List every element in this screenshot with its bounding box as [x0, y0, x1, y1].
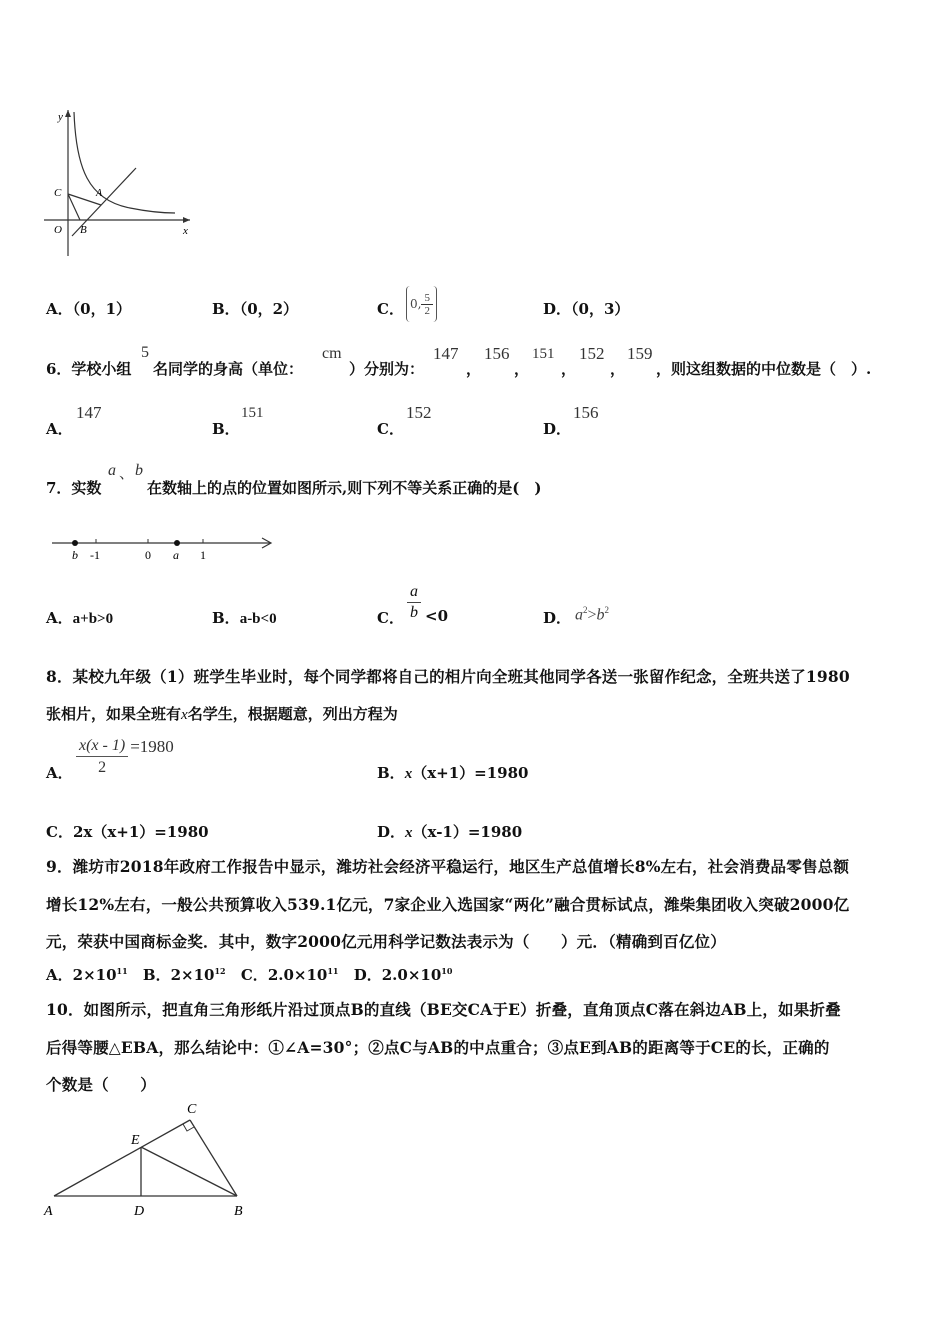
q9-option-c: C．$2.0\times 10^{11}$ — [240, 966, 339, 984]
q8-option-a-label: A． — [46, 764, 73, 782]
q9-option-d: D．$2.0\times 10^{10}$ — [353, 966, 453, 984]
q9-line-3: 元，荣获中国商标金奖．其中，数字2000亿元用科学记数法表示为（ ）元．（精确到百亿位） — [46, 932, 726, 951]
q6-option-c-label: C． — [377, 420, 404, 438]
q6-sep-1: ， — [466, 360, 482, 378]
q6-value-1: 147 — [433, 344, 459, 363]
q6-value-4: 152 — [579, 344, 605, 363]
q6-mid: 名同学的身高（单位： — [153, 360, 304, 378]
q7-option-c-label: C． — [377, 609, 404, 627]
q7-option-d-expr: $a^2>b^2$ — [575, 605, 610, 624]
number-line — [48, 532, 278, 564]
q6-option-c-value: 152 — [406, 403, 432, 422]
q7-suffix: 在数轴上的点的位置如图所示,则下列不等关系正确的是( ) — [147, 479, 542, 497]
fig-a-label: A — [44, 1204, 53, 1219]
graph-a-label: A — [96, 188, 103, 199]
q6-value-5: 159 — [627, 344, 653, 363]
q7-option-a: A．a+b>0 — [46, 609, 114, 627]
q6-unit: cm — [322, 345, 342, 362]
q7-var-b: b — [135, 462, 143, 479]
q7-option-b: B．a-b<0 — [212, 609, 277, 627]
fig-d-label: D — [134, 1204, 145, 1219]
q6-option-b-value: 151 — [241, 405, 264, 421]
q6-value-2: 156 — [484, 344, 510, 363]
q10-line-3: 个数是（ ） — [46, 1075, 156, 1094]
q9-option-b: B．$2\times 10^{12}$ — [142, 966, 226, 984]
q10-line-2: 后得等腰△EBA，那么结论中：①∠A=30°；②点C与AB的中点重合；③点E到AB的距离等于CE的长，正确的 — [46, 1038, 830, 1057]
graph-o-label: O — [54, 224, 62, 236]
q6-option-a-value: 147 — [76, 403, 102, 422]
q6-mid2: ）分别为： — [349, 360, 425, 378]
axis-b-label: b — [72, 548, 78, 562]
axis-minus-one-label: -1 — [90, 548, 100, 562]
graph-y-label: y — [58, 111, 63, 123]
q8-option-d: D．x（x-1）=1980 — [377, 823, 523, 841]
q6-option-d-value: 156 — [573, 403, 599, 422]
q6-count: 5 — [141, 344, 149, 361]
q8-option-b: B．x（x+1）=1980 — [377, 764, 529, 782]
graph-b-label: B — [80, 224, 87, 236]
graph-c-label: C — [54, 187, 62, 199]
q6-option-d-label: D． — [543, 420, 572, 438]
q8-line-1: 8．某校九年级（1）班学生毕业时，每个同学都将自己的相片向全班其他同学各送一张留作纪念，全班共送了1980 — [46, 667, 850, 686]
q8-option-a-equation: $\frac{x(x - 1)}{2}$ =1980 — [76, 735, 174, 778]
hyperbola-graph — [40, 108, 200, 260]
fig-b-label: B — [234, 1204, 243, 1219]
q6-option-a-label: A． — [46, 420, 73, 438]
q7-option-c-fraction: $\frac{a}{b}$ — [407, 582, 421, 623]
q6-suffix: ，则这组数据的中位数是（ ）. — [656, 360, 872, 378]
q5-option-b: B．（0，2） — [212, 300, 299, 318]
axis-zero-label: 0 — [145, 548, 151, 562]
axis-one-label: 1 — [200, 548, 206, 562]
q6-option-b-label: B． — [212, 420, 240, 438]
q10-line-1: 10．如图所示，把直角三角形纸片沿过顶点B的直线（BE交CA于E）折叠，直角顶点C落在斜边AB上，如果折叠 — [46, 1000, 841, 1019]
q6-sep-3: ， — [561, 360, 577, 378]
q6-sep-2: ， — [514, 360, 530, 378]
q9-option-a: A．$2\times 10^{11}$ — [46, 966, 128, 984]
fig-e-label: E — [131, 1133, 140, 1148]
q7-dun: 、 — [119, 466, 135, 482]
q9-line-2: 增长12%左右，一般公共预算收入539.1亿元，7家企业入选国家“两化”融合贯标试点，潍柴集团收入突破2000亿 — [46, 895, 850, 914]
q7-prefix: 7．实数 — [46, 479, 102, 497]
q5-option-c: C． — [377, 300, 404, 318]
graph-x-label: x — [183, 225, 188, 237]
q5-option-c-point: 0, $\frac{5}{2}$ — [406, 286, 437, 322]
q9-options — [46, 964, 452, 985]
q7-option-d-label: D． — [543, 609, 572, 627]
fig-c-label: C — [187, 1102, 197, 1117]
q6-value-3: 151 — [532, 346, 555, 362]
q5-option-a: A．（0，1） — [46, 300, 132, 318]
triangle-figure — [40, 1098, 255, 1223]
q8-line-2: 张相片，如果全班有x名学生，根据题意，列出方程为 — [46, 705, 398, 723]
q7-option-c-text: <0 — [425, 607, 449, 625]
q6-sep-4: ， — [610, 360, 626, 378]
q7-var-a: a — [108, 462, 116, 479]
q8-option-c: C．2x（x+1）=1980 — [46, 823, 209, 841]
q9-line-1: 9．潍坊市2018年政府工作报告中显示，潍坊社会经济平稳运行，地区生产总值增长8%左右，社会消费品零售总额 — [46, 857, 850, 876]
q6-prefix: 6．学校小组 — [46, 360, 132, 378]
q5-option-d: D．（0，3） — [543, 300, 630, 318]
axis-a-label: a — [173, 548, 179, 562]
